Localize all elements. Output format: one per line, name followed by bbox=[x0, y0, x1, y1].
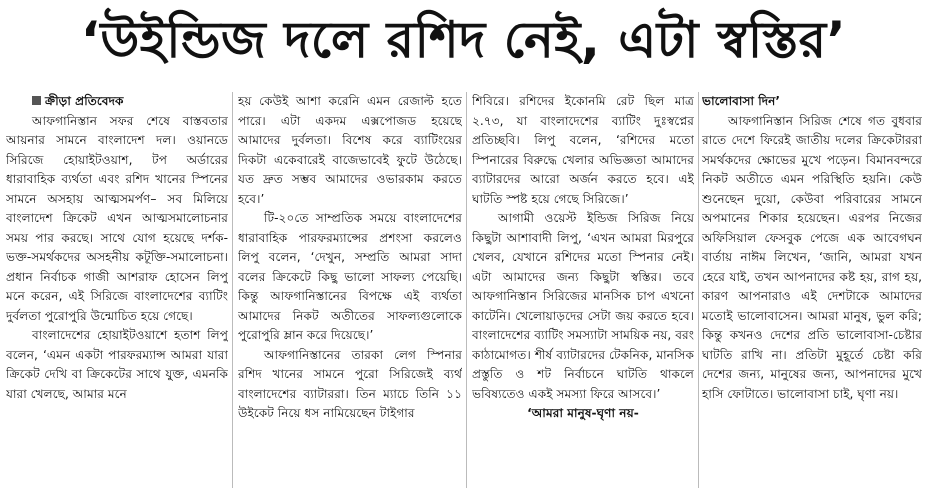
column-divider bbox=[466, 92, 467, 488]
paragraph: হয় কেউই আশা করেনি এমন রেজাল্ট হতে পারে। এটা একদম এক্সপোজড হয়েছে আমাদের দুর্বলতা। বিশেষ করে ব্যাটিংয়ের দিকটা একেবারেই বাজেভাবেই ফুটে উঠেছে। যত দ্রুত সম্ভব আমাদের ওভারকাম করতে হবে।’ bbox=[238, 94, 462, 206]
paragraph: শিবিরে। রশিদের ইকোনমি রেট ছিল মাত্র ২.৭৩, যা বাংলাদেশের ব্যাটিং দুঃস্বপ্নের প্রতিচ্ছবি। লিপু বলেন, ‘রশিদের মতো স্পিনারের বিরুদ্ধে খেলার অভিজ্ঞতা আমাদের ব্যাটারদের আরো অর্জন করতে হবে। এই ঘাটতি স্পষ্ট হয়ে গেছে সিরিজে।’ bbox=[472, 94, 694, 206]
column-2 bbox=[238, 92, 462, 490]
column-divider bbox=[232, 92, 233, 488]
subhead: ‘আমরা মানুষ-ঘৃণা নয়- bbox=[527, 406, 639, 420]
headline: ‘উইন্ডিজ দলে রশিদ নেই, এটা স্বস্তির’ bbox=[80, 11, 847, 69]
column-3 bbox=[472, 92, 694, 490]
paragraph: বাংলাদেশের হোয়াইটওয়াশে হতাশ লিপু বলেন, ‘এমন একটা পারফরম্যান্স আমরা যারা ক্রিকেট দেখি বা ক্রিকেটের সাথে যুক্ত, এমনকি যারা খেলছে, আমার মনে bbox=[6, 328, 228, 401]
paragraph: টি-২০তে সাম্প্রতিক সময়ে বাংলাদেশের ধারাবাহিক পারফরম্যান্সের প্রশংসা করলেও লিপু বলেন, ‘দেখুন, সম্প্রতি আমরা সাদা বলের ক্রিকেটে কিছু ভালো সাফল্য পেয়েছি। কিন্তু আফগানিস্তানের বিপক্ষে এই ব্যর্থতা আমাদের নিকট অতীতের সাফল্যগুলোকে পুরোপুরি ম্লান করে দিয়েছে।’ bbox=[238, 211, 462, 342]
column-divider bbox=[698, 92, 699, 488]
subhead-continued: ভালোবাসা দিন’ bbox=[702, 94, 781, 108]
column-4 bbox=[702, 92, 922, 490]
bullet-icon bbox=[32, 96, 41, 105]
paragraph: আগামী ওয়েস্ট ইন্ডিজ সিরিজ নিয়ে কিছুটা আশাবাদী লিপু, ‘এখন আমরা মিরপুরে খেলব, যেখানে রশিদের মতো স্পিনার নেই। এটা আমাদের জন্য কিছুটা স্বস্তির। তবে আফগানিস্তান সিরিজের মানসিক চাপ এখনো কাটেনি। খেলোয়াড়দের সেটা জয় করতে হবে। বাংলাদেশের ব্যাটিং সমস্যাটা সাময়িক নয়, বরং কাঠামোগত। শীর্ষ ব্যাটারদের টেকনিক, মানসিক প্রস্তুতি ও শট নির্বাচনে ঘাটতি থাকলে ভবিষ্যতেও একই সমস্যা ফিরে আসবে।’ bbox=[472, 211, 694, 401]
column-1 bbox=[6, 92, 228, 490]
byline bbox=[6, 92, 228, 112]
byline-text: ক্রীড়া প্রতিবেদক bbox=[45, 94, 124, 108]
paragraph: আফগানিস্তান সিরিজ শেষে গত বুধবার রাতে দেশে ফিরেই জাতীয় দলের ক্রিকেটাররা সমর্থকদের ক্ষোভের মুখে পড়েন। বিমানবন্দরে নিকট অতীতে এমন পরিস্থিতি হয়নি। কেউ শুনেছেন দুয়ো, কেউবা পরিবারের সামনে অপমানের শিকার হয়েছেন। এরপর নিজের অফিসিয়াল ফেসবুক পেজে এক আবেগঘন বার্তায় নাঈম লিখেন, ‘জানি, আমরা যখন হেরে যাই, তখন আপনাদের কষ্ট হয়, রাগ হয়, কারণ আপনারাও এই দেশটাকে আমাদের মতোই ভালোবাসেন। আমরা মানুষ, ভুল করি; কিন্তু কখনও দেশের প্রতি ভালোবাসা-চেষ্টার ঘাটতি রাখি না। প্রতিটা মুহূর্তে চেষ্টা করি দেশের জন্য, মানুষের জন্য, আপনাদের মুখে হাসি ফোটাতে। ভালোবাসা চাই, ঘৃণা নয়। bbox=[702, 113, 922, 401]
paragraph: আফগানিস্তান সফর শেষে বাস্তবতার আয়নার সামনে বাংলাদেশ দল। ওয়ানডে সিরিজে হোয়াইটওয়াশ, টপ অর্ডারের ধারাবাহিক ব্যর্থতা এবং রশিদ খানের স্পিনের সামনে অসহায় আত্মসমর্পণ– সব মিলিয়ে বাংলাদেশ ক্রিকেট এখন আত্মসমালোচনার সময় পার করছে। সাথে যোগ হয়েছে দর্শক-ভক্ত-সমর্থকদের অসহনীয় কটূক্তি-সমালোচনা। প্রধান নির্বাচক গাজী আশরাফ হোসেন লিপু মনে করেন, এই সিরিজে বাংলাদেশের ব্যাটিং দুর্বলতা পুরোপুরি উন্মোচিত হয়ে গেছে। bbox=[6, 113, 228, 323]
paragraph: আফগানিস্তানের তারকা লেগ স্পিনার রশিদ খানের সামনে পুরো সিরিজেই ব্যর্থ বাংলাদেশের ব্যাটাররা। তিন ম্যাচে তিনি ১১ উইকেট নিয়ে ধস নামিয়েছেন টাইগার bbox=[238, 347, 462, 420]
